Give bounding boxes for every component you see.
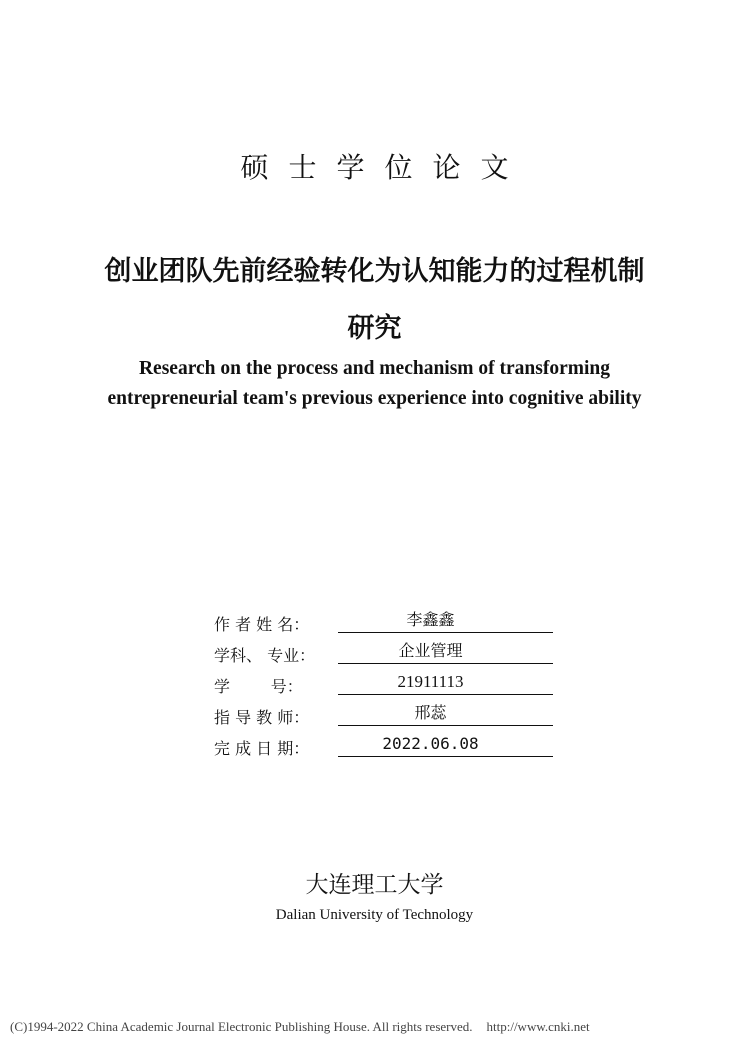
major-label: 学科、 专业： [214,646,316,665]
university-name-cn: 大连理工大学 [305,872,444,898]
footer-url: http://www.cnki.net [486,1019,590,1034]
advisor-value: 邢蕊 [338,701,553,726]
thesis-info-block [214,608,574,763]
advisor-label: 指 导 教 师： [214,708,310,727]
info-row-date [214,732,574,763]
thesis-title-cn-line-1: 创业团队先前经验转化为认知能力的过程机制 [104,256,645,287]
date-label: 完 成 日 期： [214,739,310,758]
date-value: 2022.06.08 [338,732,553,757]
author-label: 作 者 姓 名： [214,615,310,634]
copyright-footer [10,1019,590,1035]
degree-type-heading: 硕士学位论文 [240,151,529,184]
university-name-en: Dalian University of Technology [275,907,474,923]
student-id-label: 学 号： [214,677,303,696]
student-id-value: 21911113 [338,670,553,695]
thesis-title-en-line-1: Research on the process and mechanism of transforming [138,358,611,379]
thesis-title-en-line-2: entrepreneurial team's previous experience into cognitive ability [107,388,642,409]
author-value: 李鑫鑫 [338,608,553,633]
info-row-advisor [214,701,574,732]
major-value: 企业管理 [338,639,553,664]
thesis-title-cn-line-2: 研究 [347,313,402,344]
info-row-major [214,639,574,670]
info-row-student-id [214,670,574,701]
copyright-text: (C)1994-2022 China Academic Journal Electronic Publishing House. All rights reserved. [10,1019,473,1034]
info-row-author [214,608,574,639]
